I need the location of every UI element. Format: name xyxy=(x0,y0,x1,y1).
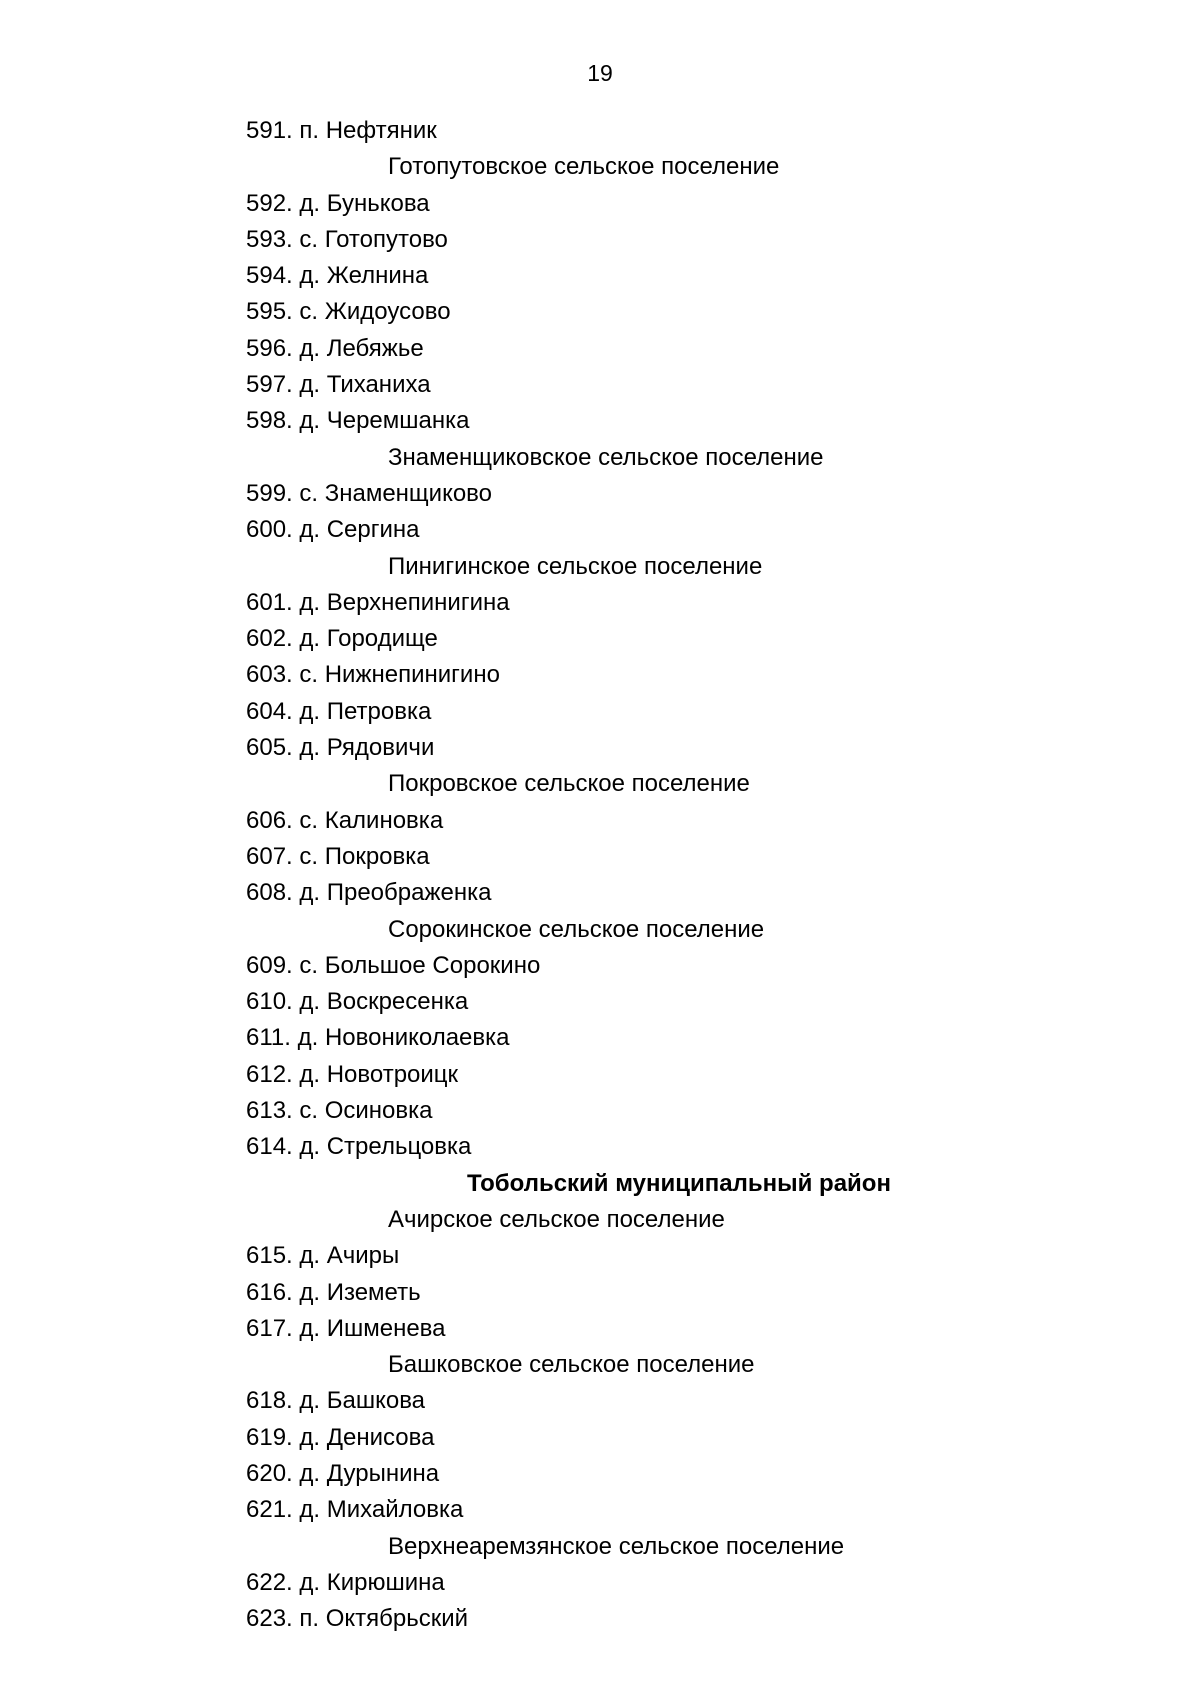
list-item: 603. с. Нижнепинигино xyxy=(246,661,500,689)
list-item: 605. д. Рядовичи xyxy=(246,734,435,762)
list-item: 591. п. Нефтяник xyxy=(246,117,437,144)
settlement-heading: Башковское сельское поселение xyxy=(388,1351,755,1379)
list-item: 596. д. Лебяжье xyxy=(246,334,424,362)
list-item: 610. д. Воскресенка xyxy=(246,988,469,1016)
list-item: 597. д. Тиханиха xyxy=(246,371,431,399)
list-item: 606. с. Калиновка xyxy=(246,806,444,834)
list-item: 609. с. Большое Сорокино xyxy=(246,951,541,979)
list-item: 617. д. Ишменева xyxy=(246,1314,446,1342)
settlement-heading: Готопутовское сельское поселение xyxy=(388,153,780,181)
list-item: 593. с. Готопутово xyxy=(246,225,448,253)
list-item: 619. д. Денисова xyxy=(246,1423,435,1451)
list-item: 612. д. Новотроицк xyxy=(246,1060,459,1088)
list-item: 613. с. Осиновка xyxy=(246,1097,433,1125)
settlement-list xyxy=(246,113,1126,1637)
settlement-heading: Знаменщиковское сельское поселение xyxy=(388,443,824,471)
list-item: 623. п. Октябрьский xyxy=(246,1605,469,1633)
list-item: 602. д. Городище xyxy=(246,625,438,653)
list-item: 611. д. Новониколаевка xyxy=(246,1024,510,1052)
page-number: 19 xyxy=(587,60,613,86)
district-heading: Тобольский муниципальный район xyxy=(467,1169,891,1197)
list-item: 595. с. Жидоусово xyxy=(246,298,451,326)
list-item: 601. д. Верхнепинигина xyxy=(246,588,510,616)
settlement-heading: Сорокинское сельское поселение xyxy=(388,915,765,943)
list-item: 622. д. Кирюшина xyxy=(246,1568,445,1596)
settlement-heading: Покровское сельское поселение xyxy=(388,770,750,798)
list-item: 621. д. Михайловка xyxy=(246,1496,464,1524)
list-item: 599. с. Знаменщиково xyxy=(246,479,493,507)
list-item: 615. д. Ачиры xyxy=(246,1242,400,1270)
list-item: 592. д. Бунькова xyxy=(246,189,430,217)
list-item: 607. с. Покровка xyxy=(246,842,430,870)
list-item: 598. д. Черемшанка xyxy=(246,407,470,435)
list-item: 616. д. Иземеть xyxy=(246,1278,421,1306)
settlement-heading: Ачирское сельское поселение xyxy=(388,1205,725,1233)
list-item: 620. д. Дурынина xyxy=(246,1459,440,1487)
list-item: 604. д. Петровка xyxy=(246,697,432,725)
list-item: 600. д. Сергина xyxy=(246,516,420,544)
list-item: 594. д. Желнина xyxy=(246,262,429,290)
settlement-heading: Верхнеаремзянское сельское поселение xyxy=(388,1532,845,1560)
settlement-heading: Пинигинское сельское поселение xyxy=(388,552,763,580)
list-item: 608. д. Преображенка xyxy=(246,879,492,907)
list-item: 614. д. Стрельцовка xyxy=(246,1133,472,1161)
list-item: 618. д. Башкова xyxy=(246,1387,426,1415)
